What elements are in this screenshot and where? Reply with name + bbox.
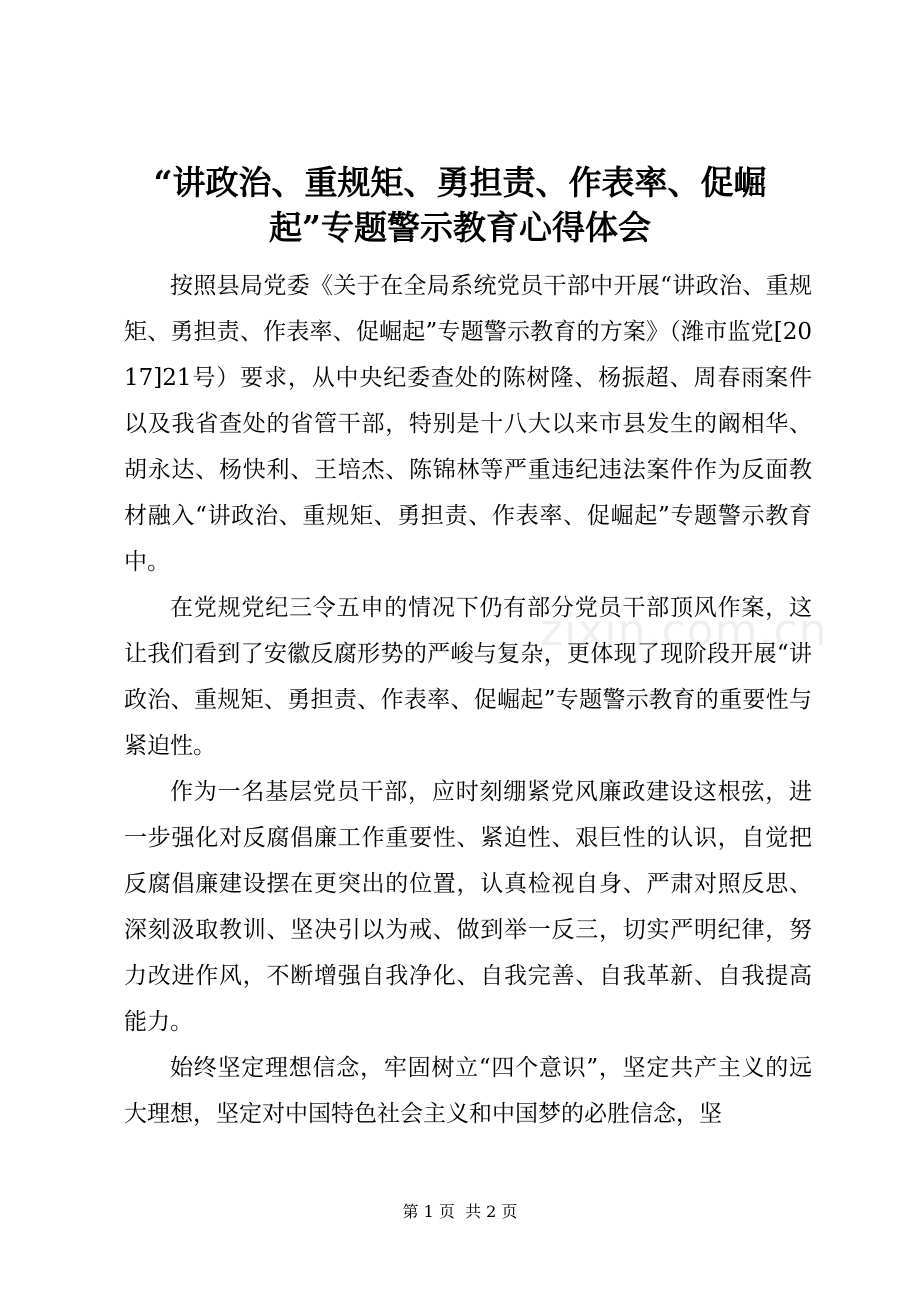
page-footer [0,1200,920,1224]
paragraph-3: 作为一名基层党员干部，应时刻绷紧党风廉政建设这根弦，进一步强化对反腐倡廉工作重要性、紧迫性、艰巨性的认识，自觉把反腐倡廉建设摆在更突出的位置，认真检视自身、严肃对照反思、深刻汲取教训、坚决引以为戒、做到举一反三，切实严明纪律，努力改进作风，不断增强自我净化、自我完善、自我革新、自我提高能力。 [124,779,812,1035]
watermark: zixin.com.cn [540,605,828,656]
paragraph-2: 在党规党纪三令五申的情况下仍有部分党员干部顶风作案，这让我们看到了安徽反腐形势的严峻与复杂，更体现了现阶段开展“讲政治、重规矩、勇担责、作表率、促崛起”专题警示教育的重要性与紧迫性。 [124,595,812,759]
document-body [124,263,812,1137]
paragraph-4: 始终坚定理想信念，牢固树立“四个意识”，坚定共产主义的远大理想，坚定对中国特色社会主义和中国梦的必胜信念，坚 [124,1055,812,1127]
title-line-1: “讲政治、重规矩、勇担责、作表率、促崛 [153,163,767,202]
title-line-2: 起”专题警示教育心得体会 [269,208,651,247]
paragraph-1: 按照县局党委《关于在全局系统党员干部中开展“讲政治、重规矩、勇担责、作表率、促崛起”专题警示教育的方案》（潍市监党[2017]21号）要求，从中央纪委查处的陈树隆、杨振超、周春雨案件以及我省查处的省管干部，特别是十八大以来市县发生的阚相华、胡永达、杨快利、王培杰、陈锦林等严重违纪违法案件作为反面教材融入“讲政治、重规矩、勇担责、作表率、促崛起”专题警示教育中。 [124,273,812,575]
document-title [100,160,820,250]
page-number: 第 1 页 共 2 页 [402,1202,518,1221]
